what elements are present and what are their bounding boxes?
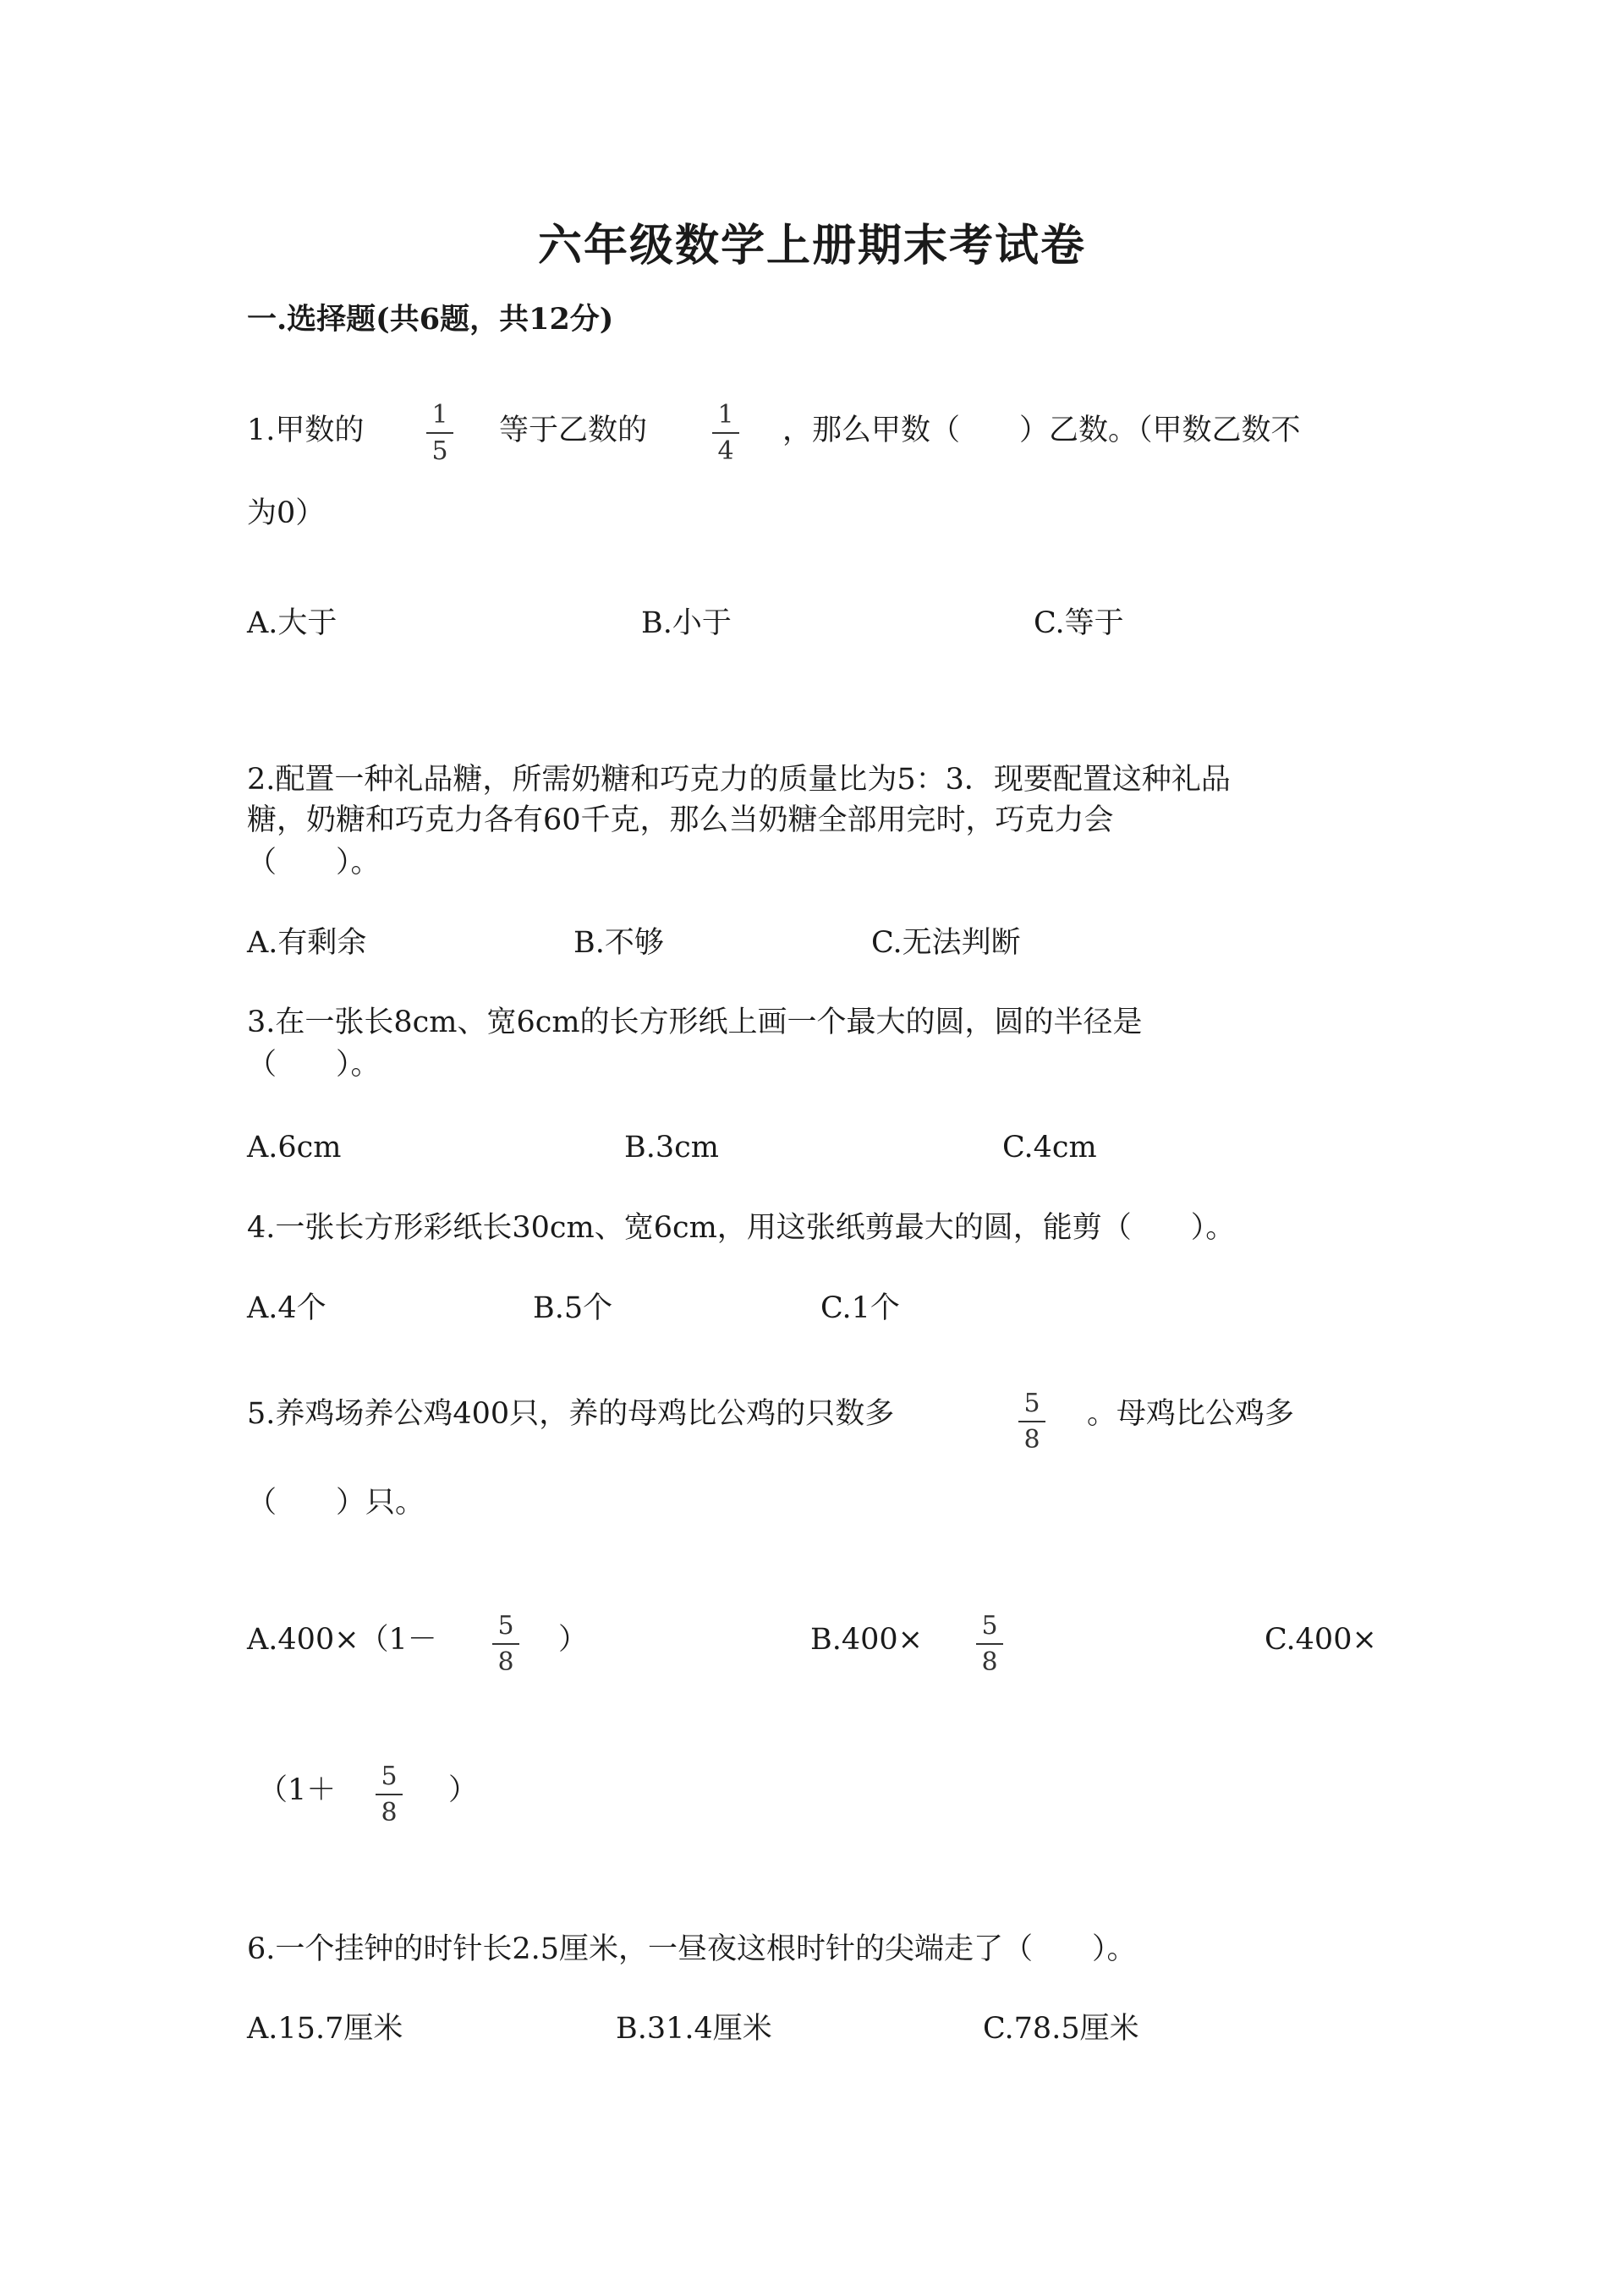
- option-a: A.有剩余: [247, 926, 367, 960]
- option-b-fraction: [973, 1611, 1007, 1677]
- page-title: 六年级数学上册期末考试卷: [537, 220, 1086, 271]
- option-c-text: C.400×: [1265, 1623, 1377, 1657]
- option-b-text: B.400×: [810, 1623, 923, 1657]
- option-c: C.等于: [1034, 606, 1124, 640]
- option-a-text: A.400×（1－: [247, 1623, 437, 1657]
- option-a: A.大于: [247, 606, 337, 640]
- option-c: C.1个: [820, 1291, 900, 1325]
- question-5-line-2: （ ）只。: [247, 1486, 425, 1520]
- option-b: B.5个: [533, 1291, 613, 1325]
- fraction-numerator: 5: [497, 1611, 514, 1641]
- option-a: A.15.7厘米: [247, 2012, 403, 2046]
- question-3-line-1: 3.在一张长8cm、宽6cm的长方形纸上画一个最大的圆，圆的半径是: [247, 1006, 1143, 1039]
- fraction-1-5: [423, 400, 457, 466]
- fraction-numerator: 1: [717, 400, 734, 430]
- fraction-numerator: 5: [981, 1611, 998, 1641]
- fraction-denominator: 4: [717, 436, 734, 466]
- question-2-line-3: （ ）。: [247, 846, 381, 879]
- fraction-1-4: [709, 400, 743, 466]
- fraction-numerator: 5: [381, 1762, 398, 1791]
- fraction-bar: [426, 432, 453, 434]
- option-b: B.小于: [641, 606, 732, 640]
- fraction-bar: [712, 432, 739, 434]
- option-c-continued: （1＋: [258, 1773, 337, 1807]
- option-c-fraction: [372, 1764, 406, 1826]
- section-heading: 一.选择题(共6题，共12分): [247, 302, 614, 337]
- question-4-line-1: 4.一张长方形彩纸长30cm、宽6cm，用这张纸剪最大的圆，能剪（ ）。: [247, 1211, 1236, 1245]
- fraction-denominator: 8: [497, 1647, 514, 1677]
- question-5-text-a: 5.养鸡场养公鸡400只，养的母鸡比公鸡的只数多: [247, 1397, 895, 1431]
- option-b: B.不够: [573, 926, 664, 960]
- option-c: C.无法判断: [871, 926, 1021, 960]
- option-c: C.4cm: [1002, 1131, 1097, 1164]
- fraction-numerator: 1: [431, 400, 448, 430]
- option-a-fraction: [489, 1611, 523, 1677]
- option-a-close: ）: [558, 1623, 589, 1657]
- fraction-bar: [976, 1643, 1003, 1645]
- question-1-line-2: 为0）: [247, 496, 326, 530]
- fraction-bar: [1018, 1421, 1045, 1422]
- option-c: C.78.5厘米: [983, 2012, 1139, 2046]
- question-3-line-2: （ ）。: [247, 1048, 381, 1082]
- option-b: B.31.4厘米: [616, 2012, 772, 2046]
- question-2-line-2: 糖，奶糖和巧克力各有60千克，那么当奶糖全部用完时，巧克力会: [247, 803, 1114, 837]
- question-6-line-1: 6.一个挂钟的时针长2.5厘米，一昼夜这根时针的尖端走了（ ）。: [247, 1932, 1137, 1966]
- fraction-5-8: [1015, 1391, 1049, 1453]
- option-a: A.4个: [247, 1291, 326, 1325]
- fraction-bar: [492, 1643, 519, 1645]
- option-c-close: ）: [448, 1773, 479, 1807]
- fraction-numerator: 5: [1023, 1389, 1040, 1418]
- fraction-denominator: 8: [1023, 1425, 1040, 1455]
- fraction-denominator: 5: [431, 436, 448, 466]
- fraction-denominator: 8: [381, 1798, 398, 1827]
- option-a: A.6cm: [247, 1131, 342, 1164]
- fraction-denominator: 8: [981, 1647, 998, 1677]
- question-5-text-b: 。母鸡比公鸡多: [1087, 1397, 1295, 1431]
- fraction-bar: [376, 1794, 403, 1795]
- question-1-text-c: ，那么甲数（ ）乙数。（甲数乙数不: [782, 414, 1301, 447]
- question-1-text-a: 1.甲数的: [247, 414, 365, 447]
- question-2-line-1: 2.配置一种礼品糖，所需奶糖和巧克力的质量比为5：3．现要配置这种礼品: [247, 763, 1231, 797]
- question-1-text-b: 等于乙数的: [499, 414, 648, 447]
- option-b: B.3cm: [624, 1131, 719, 1164]
